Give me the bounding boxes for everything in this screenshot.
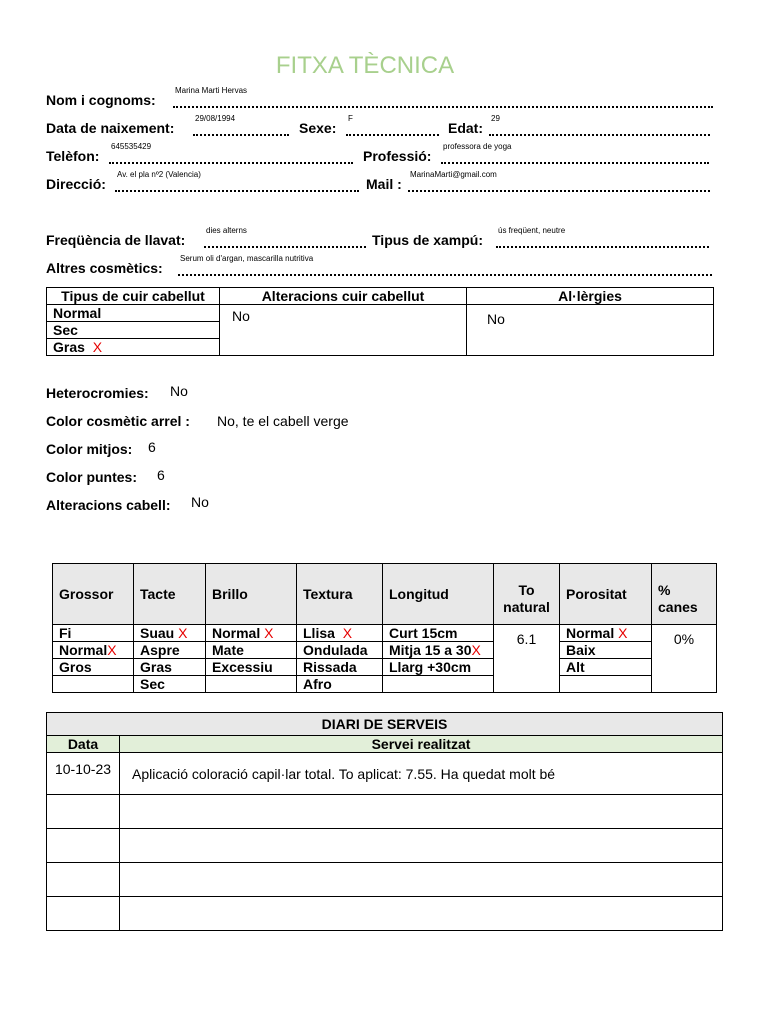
frequencia-value: dies alterns	[206, 226, 247, 235]
cosmetics-label: Altres cosmètics:	[46, 260, 163, 276]
scalp-alteracions-value: No	[220, 305, 467, 356]
grossor-gros[interactable]: Gros	[53, 659, 134, 676]
diari-entry-date[interactable]: 10-10-23	[47, 753, 120, 795]
textura-header: Textura	[297, 564, 383, 625]
tacte-header: Tacte	[134, 564, 206, 625]
diari-empty-date[interactable]	[47, 897, 120, 931]
diari-table	[46, 712, 723, 931]
canes-header: % canes	[652, 564, 717, 625]
naixement-field[interactable]	[193, 114, 289, 136]
textura-llisa[interactable]: Llisa X	[297, 625, 383, 642]
longitud-curt[interactable]: Curt 15cm	[383, 625, 494, 642]
edat-field[interactable]	[489, 114, 710, 136]
professio-label: Professió:	[363, 148, 432, 164]
nom-label: Nom i cognoms:	[46, 92, 156, 108]
telefon-field[interactable]	[109, 142, 353, 164]
sexe-field[interactable]	[346, 114, 439, 136]
longitud-header: Longitud	[383, 564, 494, 625]
direccio-field[interactable]	[115, 170, 359, 192]
diari-col-data: Data	[47, 736, 120, 753]
scalp-type-sec[interactable]: Sec	[47, 322, 220, 339]
nom-field[interactable]	[173, 86, 713, 108]
nom-value: Marina Marti Hervas	[175, 86, 248, 95]
textura-llisa-mark: X	[342, 625, 353, 641]
naixement-label: Data de naixement:	[46, 120, 175, 136]
textura-afro[interactable]: Afro	[297, 676, 383, 693]
diari-empty-servei[interactable]	[120, 829, 723, 863]
puntes-label: Color puntes:	[46, 469, 137, 485]
tacte-suau-mark: X	[178, 625, 188, 641]
mail-label: Mail :	[366, 176, 402, 192]
mail-field[interactable]	[408, 170, 710, 192]
grossor-normal[interactable]: NormalX	[53, 642, 134, 659]
brillo-empty	[206, 676, 297, 693]
grossor-fi[interactable]: Fi	[53, 625, 134, 642]
textura-ondulada[interactable]: Ondulada	[297, 642, 383, 659]
edat-label: Edat:	[448, 120, 483, 136]
sexe-label: Sexe:	[299, 120, 337, 136]
brillo-excessiu[interactable]: Excessiu	[206, 659, 297, 676]
allergies-value: No	[467, 305, 714, 356]
cosmetics-value: Serum oli d'argan, mascarilla nutritiva	[180, 254, 314, 263]
hair-table	[52, 563, 717, 693]
longitud-empty	[383, 676, 494, 693]
xampu-label: Tipus de xampú:	[372, 232, 483, 248]
edat-value: 29	[491, 114, 500, 123]
heterocromies-label: Heterocromies:	[46, 385, 149, 401]
diari-empty-servei[interactable]	[120, 863, 723, 897]
porositat-normal[interactable]: Normal X	[560, 625, 652, 642]
textura-rissada[interactable]: Rissada	[297, 659, 383, 676]
grossor-empty	[53, 676, 134, 693]
mitjos-label: Color mitjos:	[46, 441, 133, 457]
scalp-type-gras[interactable]: Gras X	[47, 339, 220, 356]
porositat-header: Porositat	[560, 564, 652, 625]
puntes-value: 6	[157, 467, 165, 483]
tacte-sec[interactable]: Sec	[134, 676, 206, 693]
cosmetics-field[interactable]	[178, 254, 712, 276]
alteracions-cabell-label: Alteracions cabell:	[46, 497, 171, 513]
direccio-value: Av. el pla nº2 (Valencia)	[117, 170, 201, 179]
alteracions-cabell-value: No	[191, 494, 209, 510]
xampu-value: ús freqüent, neutre	[498, 226, 566, 235]
tacte-suau[interactable]: Suau X	[134, 625, 206, 642]
diari-col-servei: Servei realitzat	[120, 736, 723, 753]
brillo-normal-mark: X	[264, 625, 274, 641]
brillo-mate[interactable]: Mate	[206, 642, 297, 659]
diari-title: DIARI DE SERVEIS	[47, 713, 723, 736]
grossor-normal-mark: X	[107, 642, 117, 658]
scalp-type-normal[interactable]: Normal	[47, 305, 220, 322]
grossor-header: Grossor	[53, 564, 134, 625]
diari-empty-servei[interactable]	[120, 795, 723, 829]
scalp-alteracions-header: Alteracions cuir cabellut	[220, 288, 467, 305]
diari-empty-date[interactable]	[47, 829, 120, 863]
arrel-label: Color cosmètic arrel :	[46, 413, 190, 429]
longitud-mitja-mark: X	[471, 642, 481, 658]
longitud-mitja[interactable]: Mitja 15 a 30X	[383, 642, 494, 659]
longitud-llarg[interactable]: Llarg +30cm	[383, 659, 494, 676]
porositat-alt[interactable]: Alt	[560, 659, 652, 676]
frequencia-label: Freqüència de llavat:	[46, 232, 186, 248]
professio-field[interactable]	[441, 142, 709, 164]
xampu-field[interactable]	[496, 226, 709, 248]
heterocromies-value: No	[170, 383, 188, 399]
tacte-aspre[interactable]: Aspre	[134, 642, 206, 659]
naixement-value: 29/08/1994	[195, 114, 236, 123]
arrel-value: No, te el cabell verge	[217, 413, 349, 429]
scalp-type-header: Tipus de cuir cabellut	[47, 288, 220, 305]
telefon-label: Telèfon:	[46, 148, 100, 164]
scalp-gras-mark: X	[92, 339, 103, 355]
sexe-value: F	[348, 114, 353, 123]
to-natural-value: 6.1	[494, 625, 560, 693]
porositat-empty	[560, 676, 652, 693]
diari-empty-date[interactable]	[47, 795, 120, 829]
page-title: FITXA TÈCNICA	[275, 52, 455, 79]
brillo-header: Brillo	[206, 564, 297, 625]
mail-value: MarinaMarti@gmail.com	[410, 170, 497, 179]
scalp-table	[46, 287, 714, 356]
direccio-label: Direcció:	[46, 176, 106, 192]
mitjos-value: 6	[148, 439, 156, 455]
allergies-header: Al·lèrgies	[467, 288, 714, 305]
brillo-normal[interactable]: Normal X	[206, 625, 297, 642]
professio-value: professora de yoga	[443, 142, 512, 151]
telefon-value: 645535429	[111, 142, 152, 151]
frequencia-field[interactable]	[204, 226, 366, 248]
diari-empty-servei[interactable]	[120, 897, 723, 931]
to-natural-header: To natural	[494, 564, 560, 625]
porositat-normal-mark: X	[618, 625, 628, 641]
porositat-baix[interactable]: Baix	[560, 642, 652, 659]
diari-entry-text[interactable]: Aplicació coloració capil·lar total. To aplicat: 7.55. Ha quedat molt bé	[120, 753, 723, 795]
canes-value: 0%	[652, 625, 717, 693]
diari-empty-date[interactable]	[47, 863, 120, 897]
tacte-gras[interactable]: Gras	[134, 659, 206, 676]
